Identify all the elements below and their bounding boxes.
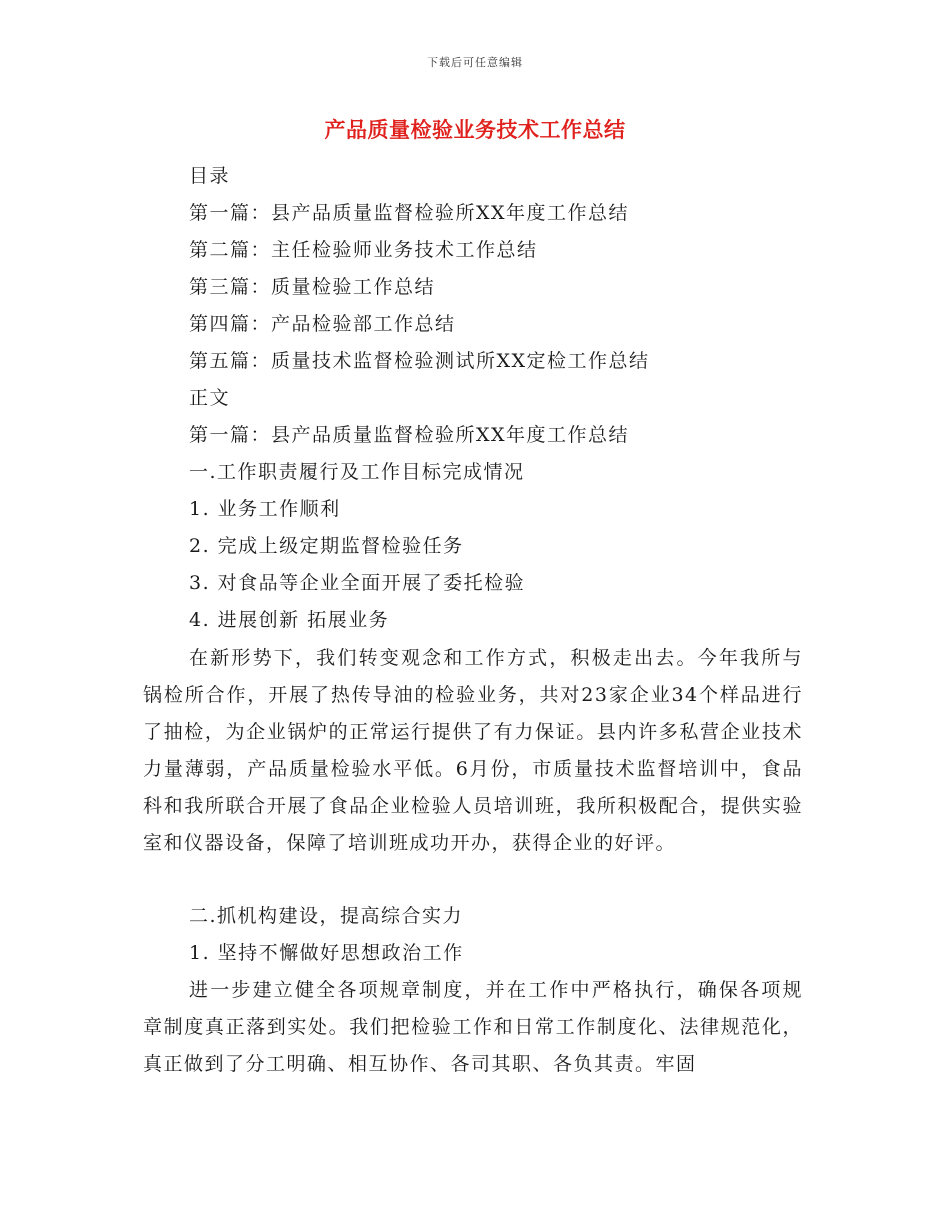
toc-item: 第一篇：县产品质量监督检验所XX年度工作总结 (189, 202, 630, 224)
toc-item: 第三篇：质量检验工作总结 (189, 276, 436, 298)
list-item: 1. 坚持不懈做好思想政治工作 (189, 942, 464, 964)
list-item: 3. 对食品等企业全面开展了委托检验 (189, 572, 526, 594)
list-item: 4. 进展创新 拓展业务 (189, 609, 390, 631)
section-two (189, 898, 829, 972)
section-title: 二.抓机构建设，提高综合实力 (189, 905, 464, 927)
header-note: 下载后可任意编辑 (427, 56, 523, 69)
list-item: 2. 完成上级定期监督检验任务 (189, 535, 464, 557)
list-item: 1. 业务工作顺利 (189, 498, 341, 520)
section-title: 一.工作职责履行及工作目标完成情况 (189, 461, 525, 483)
table-of-contents (189, 158, 829, 639)
chapter-title: 第一篇：县产品质量监督检验所XX年度工作总结 (189, 424, 630, 446)
body-heading: 正文 (189, 387, 231, 409)
toc-item: 第四篇：产品检验部工作总结 (189, 313, 456, 335)
toc-item: 第五篇：质量技术监督检验测试所XX定检工作总结 (189, 350, 650, 372)
body-paragraph: 进一步建立健全各项规章制度，并在工作中严格执行，确保各项规章制度真正落到实处。我们把检验工作和日常工作制度化、法律规范化，真正做到了分工明确、相互协作、各司其职、各负其责。牢固 (143, 979, 803, 1075)
toc-heading: 目录 (189, 165, 231, 187)
toc-item: 第二篇：主任检验师业务技术工作总结 (189, 239, 538, 261)
body-paragraph: 在新形势下，我们转变观念和工作方式，积极走出去。今年我所与锅检所合作，开展了热传导油的检验业务，共对23家企业34个样品进行了抽检，为企业锅炉的正常运行提供了有力保证。县内许多私营企业技术力量薄弱，产品质量检验水平低。6月份，市质量技术监督培训中，食品科和我所联合开展了食品企业检验人员培训班，我所积极配合，提供实验室和仪器设备，保障了培训班成功开办，获得企业的好评。 (143, 647, 803, 854)
document-title: 产品质量检验业务技术工作总结 (324, 118, 626, 142)
